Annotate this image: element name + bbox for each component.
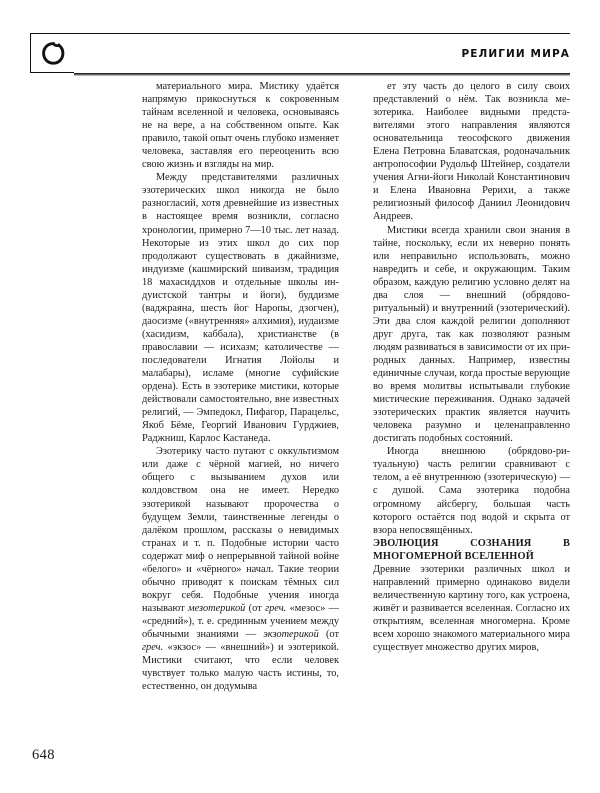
- text-run: «мезос» — «средний»), т. е. срединным учением между обычными знаниями —: [142, 602, 339, 640]
- text-run: «экзос» — «внешний») и эзотерикой. Мистики считают, что если человек чувствует только малую часть истины, то, естественно, он додумыва: [142, 642, 339, 693]
- text-run: (от: [318, 628, 339, 640]
- running-head-rule-area: [74, 33, 570, 73]
- paragraph: Между представителями различных эзотерических школ никогда не было разногласий, хотя древнейшие из известных в настоящее время возникли, согласно хронологии, примерно 7—10 тыс. лет назад. Некоторые из этих школ до сих пор продолжают существовать в джайнизме, индуизме (кашмирский шиваизм, традиция 18 махасиддхов и отдельные школы индуистской тантры и йоги), буддизме (ваджраяна, шесть йог Наропы, дзогчен), даосизме («внутренняя» алхимия), иудаизме (хасидизм, каббала), христианстве (в православии — исихазм; католичестве — последователи Игнатия Лойолы и малабары), исламе (многие суфийские ордена). Есть в эзотерике мистики, которые действовали самостоятельно, вне известных религий, — Эмпедокл, Пифагор, Парацельс, Якоб Бёме, Георгий Иванович Гурджиев, Раджниш, Карлос Кастанеда.: [142, 172, 339, 445]
- ouroboros-circle-icon: [40, 40, 66, 66]
- paragraph: Древние эзотерики различных школ и направлений примерно одинаково видели величественную картину того, как устроена, живёт и развивается вселенная. Согласно их открытиям, вселенная многомерна. Кроме всем хорошо знакомого материального мира существует множество других миров,: [373, 563, 570, 654]
- section-heading: ЭВОЛЮЦИЯ СОЗНАНИЯ В МНОГОМЕРНОЙ ВСЕЛЕННОЙ: [373, 537, 570, 562]
- text-run: (от: [245, 602, 266, 614]
- term-ekzoterika: экзотерикой: [263, 628, 319, 640]
- column-right: [373, 80, 570, 720]
- paragraph: материального мира. Мистику удаётся напрямую прикоснуться к сокровенным тайнам вселенной и человека, основываясь не на вере, а на собственном опыте. Как правило, такой опыт очень глубоко изменяет человека, заставляя его переоценить всю свою жизнь и взгляды на мир.: [142, 81, 339, 171]
- running-head-divider: [74, 73, 570, 76]
- term-mezoterika: мезотерикой: [187, 602, 246, 614]
- running-head-title: РЕЛИГИИ МИРА: [461, 48, 570, 60]
- text-run: Эзотерику часто путают с оккультизмом или даже с чёрной магией, но ничего общего с вызыванием духов или колдовством она не имеет. Нередко эзотерикой называют пророчества о будущем Земли, таинственные легенды о далёком прошлом, рассказы о невидимых странах и т. п. Подобные истории часто содержат миф о непрерывной тайной войне «белого» и «чёрного» начал. Такие теории обычно приводят к поискам тёмных сил вокруг себя. Подобные учения иногда называют: [142, 446, 339, 614]
- page-number: 648: [32, 747, 55, 763]
- logo-box: [30, 33, 74, 73]
- paragraph: Мистики всегда хранили свои знания в тайне, поскольку, если их неверно понять или неправильно использовать, можно навредить и себе, и окружающим. Таким образом, каждую религию условно делят на два слоя — внешний (обрядово-ритуальный) и внутренний (эзотерический). Эти два слоя каждой религии дополняют друг друга, так как позволяют разным людям развиваться в зависимости от их природных данных. Например, известны единичные случаи, когда простые верующие во время молитвы испытывали глубокие мистические переживания. Однако задачей эзотерических практик является научить человека разумно и целенаправленно достигать подобных состояний.: [373, 224, 570, 445]
- running-head: [30, 33, 570, 73]
- paragraph: Иногда внешнюю (обрядово-ритуальную) часть религии сравнивают с телом, а её внутреннюю (эзотерическую) — с душой. Сама эзотерика подобна огромному айсбергу, большая часть которого остаётся под водой и скрыта от взора непосвящённых.: [373, 446, 570, 536]
- body-columns: [142, 80, 570, 720]
- abbrev-greek: греч.: [265, 602, 287, 614]
- paragraph: ет эту часть до целого в силу своих представлений о нём. Так возникла мезотерика. Наиболее видными представителями этого направления являются основательница теософского движения Елена Петровна Блаватская, родоначальник антропософии Рудольф Штейнер, создатели учения Агни-йоги Николай Константинович и Елена Ивановна Рерихи, а также религиозный философ Даниил Леонидович Андреев.: [373, 81, 570, 223]
- abbrev-greek: греч.: [142, 642, 164, 654]
- column-left: [142, 80, 339, 720]
- paragraph-with-italics: [142, 445, 339, 693]
